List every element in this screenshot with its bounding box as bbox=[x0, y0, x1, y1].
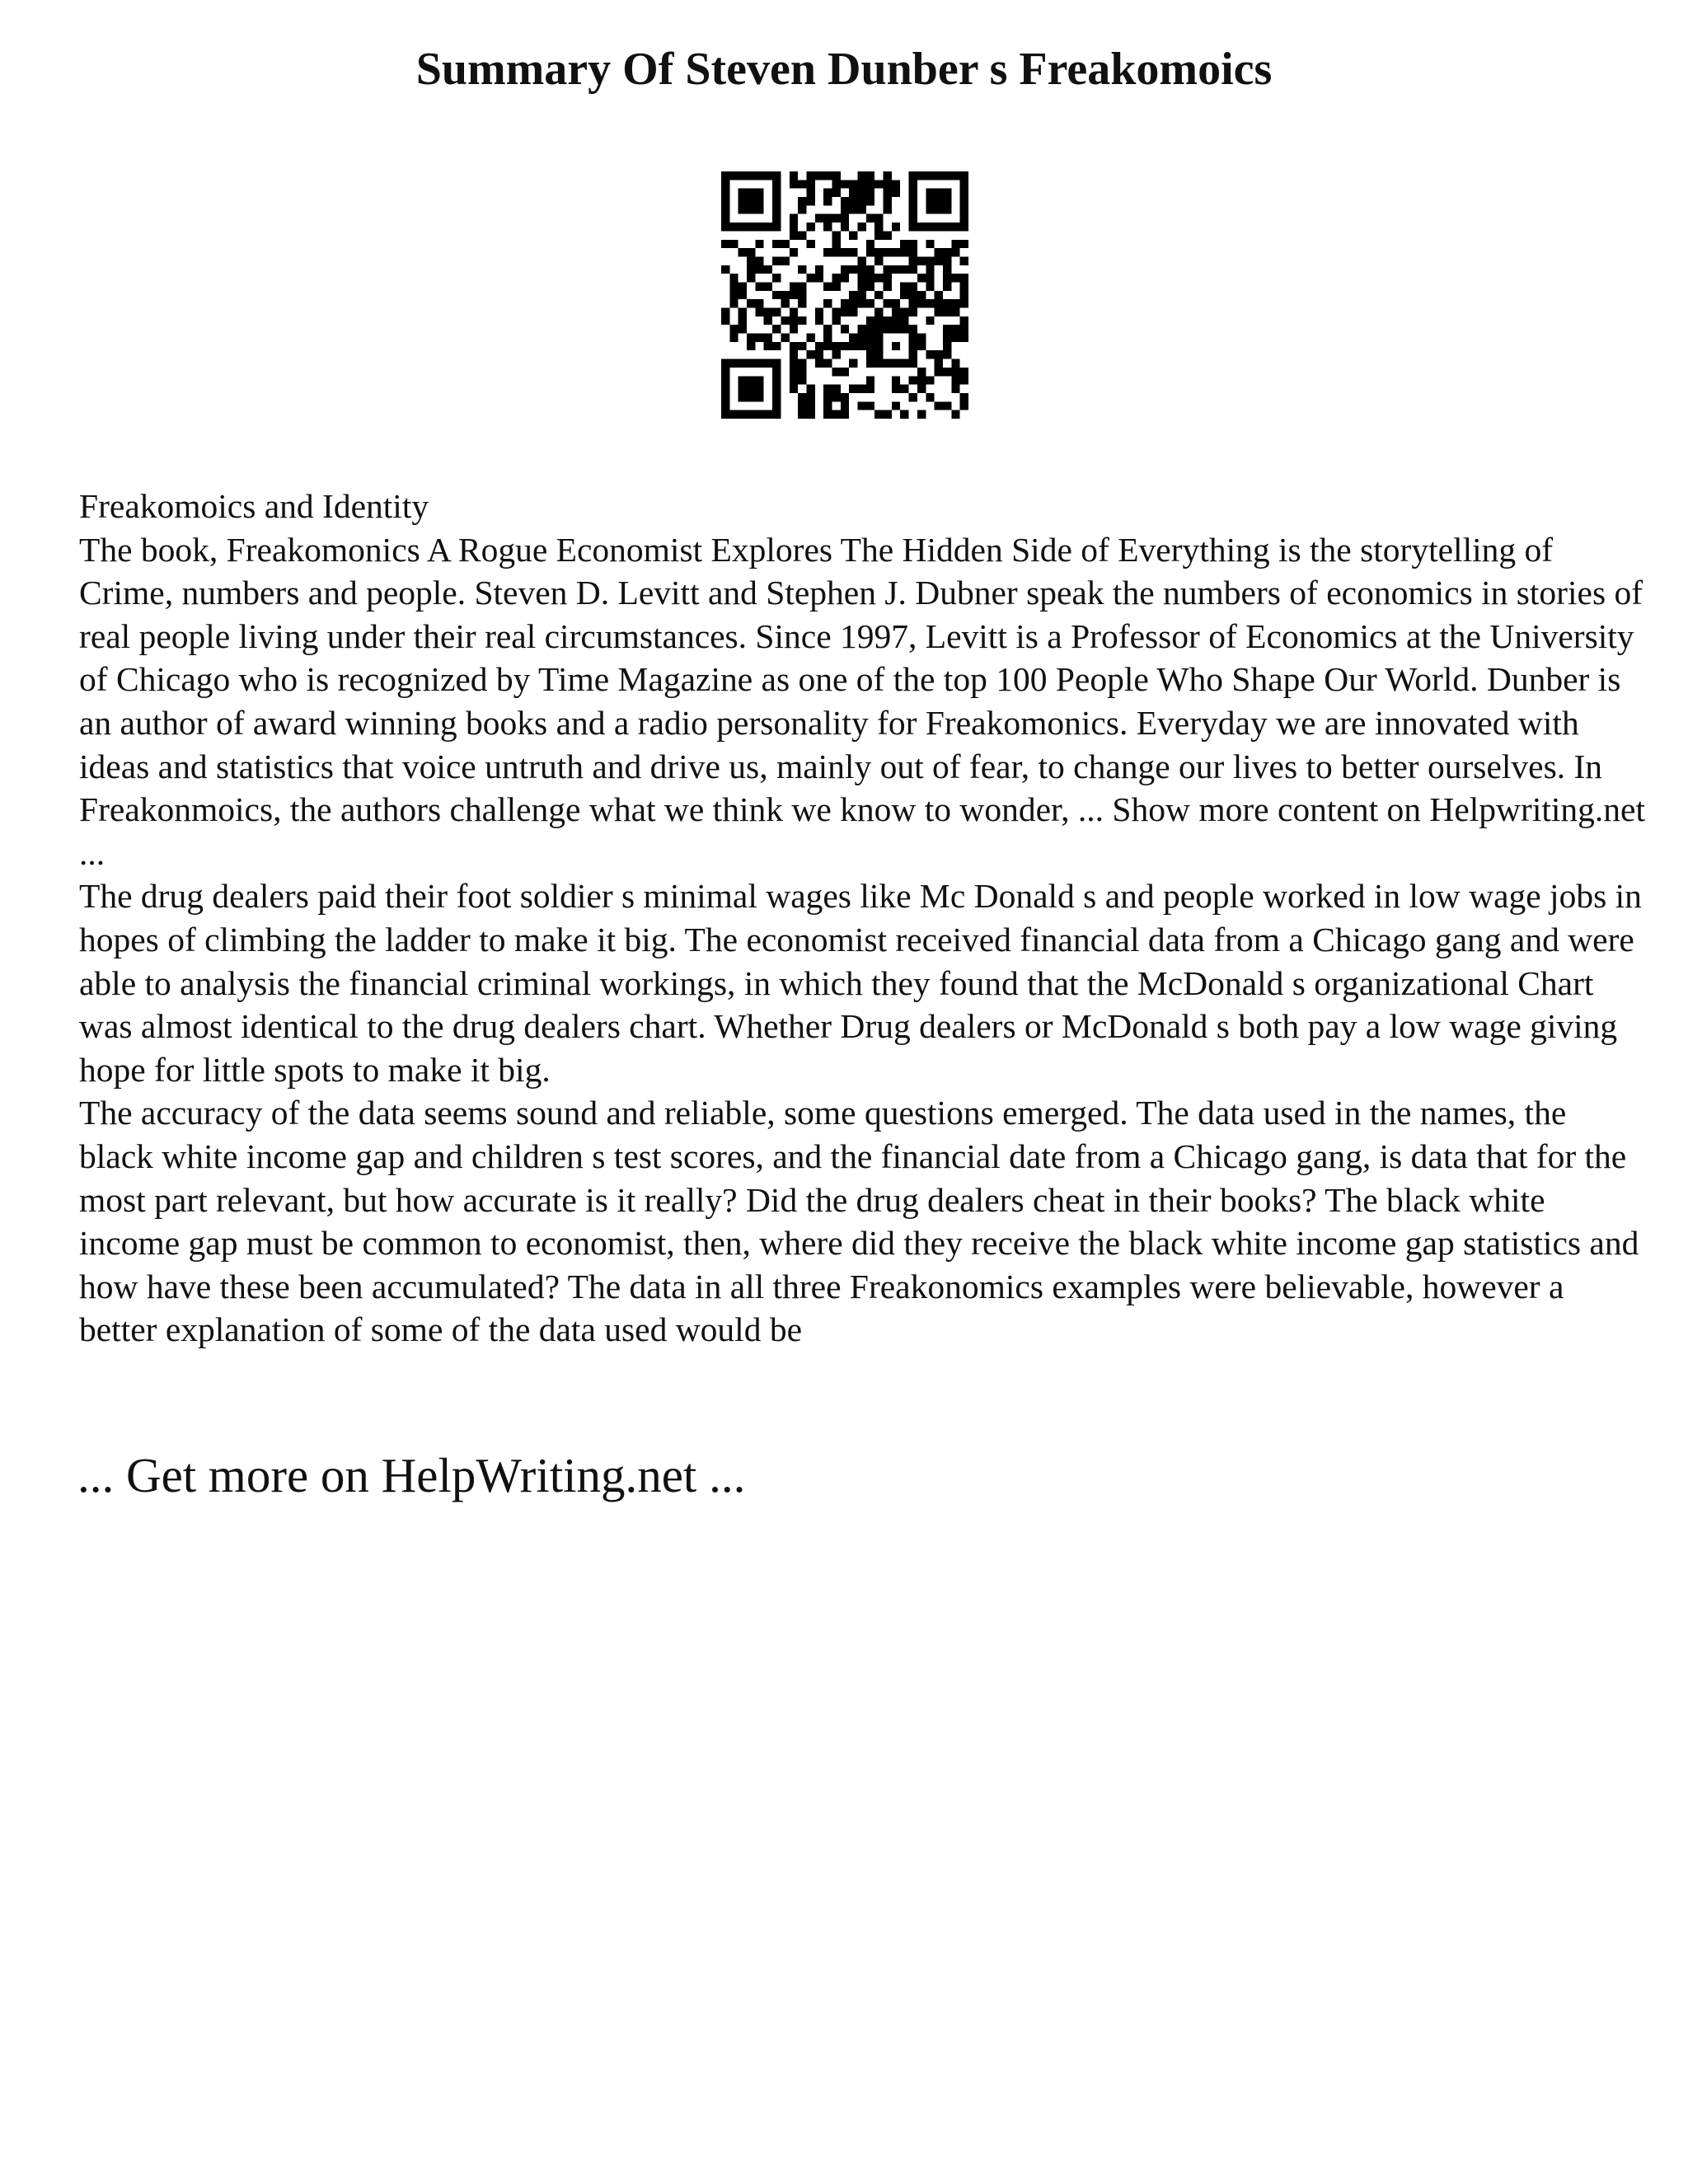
qr-code-graphic bbox=[721, 171, 968, 419]
paragraph-drug-dealers: The drug dealers paid their foot soldier s minimal wages like Mc Donald s and people worked in low wage jobs in hopes of climbing the ladder to make it big. The economist received financial data from a Chicago gang and were able to analysis the financial criminal workings, in which they found that the McDonald s organizational Chart was almost identical to the drug dealers chart. Whether Drug dealers or McDonald s both pay a low wage giving hope for little spots to make it big. bbox=[79, 877, 1642, 1089]
get-more-link[interactable]: ... Get more on HelpWriting.net ... bbox=[77, 1448, 746, 1502]
paragraph-intro: The book, Freakomonics A Rogue Economist Explores The Hidden Side of Everything is the storytelling of Crime, numbers and people. Steven D. Levitt and Stephen J. Dubner speak the numbers of economics in stories of real people living under their real circumstances. Since 1997, Levitt is a Professor of Economics at the University of Chicago who is recognized by Time Magazine as one of the top 100 People Who Shape Our World. Dunber is an author of award winning books and a radio personality for Freakomonics. Everyday we are innovated with ideas and statistics that voice untruth and drive us, mainly out of fear, to change our lives to better ourselves. In Freakonmoics, the authors challenge what we think we know to wonder, ... Show more content on Helpwriting.net ... bbox=[79, 530, 1646, 872]
page-title: Summary Of Steven Dunber s Freakomoics bbox=[415, 44, 1273, 95]
paragraph-data-accuracy: The accuracy of the data seems sound and reliable, some questions emerged. The data used in the names, the black white income gap and children s test scores, and the financial date from a Chicago gang, is data that for the most part relevant, but how accurate is it really? Did the drug dealers cheat in their books? The black white income gap must be common to economist, then, where did they receive the black white income gap statistics and how have these been accumulated? The data in all three Freakonomics examples were believable, however a better explanation of some of the data used would be bbox=[79, 1094, 1639, 1349]
qr-code-icon[interactable] bbox=[721, 171, 968, 419]
article-body bbox=[79, 485, 1645, 1352]
section-heading: Freakomoics and Identity bbox=[79, 487, 429, 525]
